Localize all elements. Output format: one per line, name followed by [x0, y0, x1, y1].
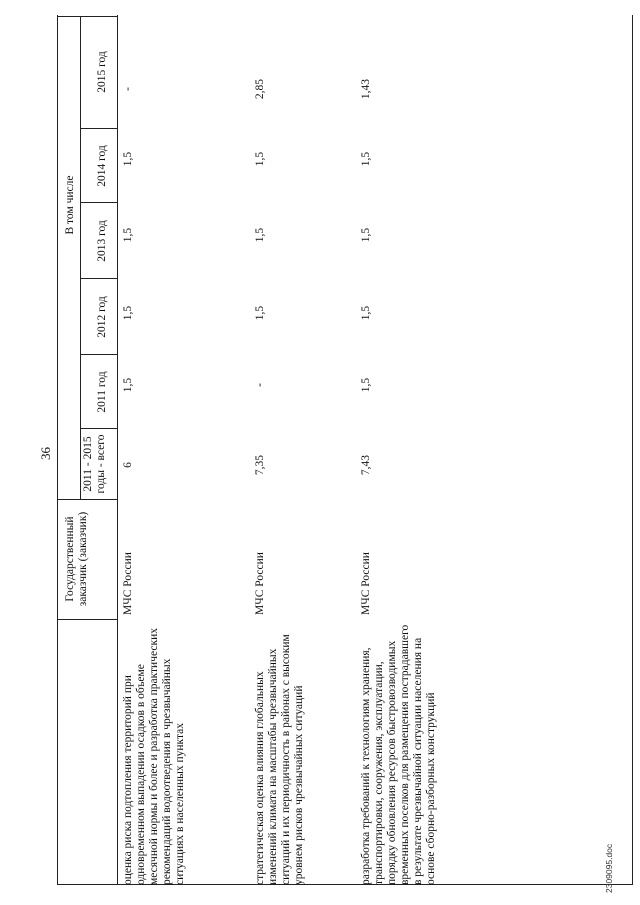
header-group: В том числе: [64, 175, 76, 235]
row-2-description: стратегическая оценка влияния глобальных изменений климата на масштабы чрезвычайных ситуаций и их периодичность в районах с высоким уровнем рисков чрезвычайных ситуаций: [254, 634, 305, 885]
row-1-customer: МЧС России: [122, 552, 134, 615]
row-1-2012: 1,5: [122, 305, 134, 321]
col-border-2012: [80, 354, 118, 355]
row-1-2013: 1,5: [122, 227, 134, 243]
row-2-2011: -: [254, 383, 266, 387]
row-3-total: 7,43: [360, 454, 372, 476]
row-2-customer: МЧС России: [254, 552, 266, 615]
header-2012: 2012 год: [96, 296, 108, 338]
col-border-2013: [80, 278, 118, 279]
row-3-customer: МЧС России: [360, 552, 372, 615]
row-2-total: 7,35: [254, 454, 266, 476]
col-border-2015: [80, 128, 118, 129]
header-2014: 2014 год: [96, 145, 108, 187]
col-border-customer: [57, 619, 118, 620]
header-2013: 2013 год: [96, 220, 108, 262]
header-customer: Государственный заказчик (заказчик): [64, 511, 89, 607]
row-2-2013: 1,5: [254, 227, 266, 243]
header-bottom-border: [117, 15, 118, 885]
header-2015: 2015 год: [96, 51, 108, 93]
header-total: 2011 - 2015 годы - всего: [82, 434, 107, 494]
row-1-description: оценка риска подтопления территорий при одновременном выпадении осадков в объеме месячной нормы и более и разработка практических рекомендаций водоотведения в чрезвычайных ситуациях в населенных пунктах: [122, 628, 186, 885]
table-bottom-border: [632, 15, 633, 885]
table-top-border: [57, 15, 58, 885]
col-border-right: [57, 16, 118, 17]
row-3-2013: 1,5: [360, 227, 372, 243]
row-1-2014: 1,5: [122, 151, 134, 167]
header-2011: 2011 год: [96, 371, 108, 413]
row-3-description: разработка требований к технологиям хранения, транспортировки, сооружения, эксплуатации, порядку обновления ресурсов быстровозводимых временных поселков для размещения пострадавшего в результате чрезвычайной ситуации населения на основе сборно-разборных конструкций: [360, 624, 437, 885]
row-2-2014: 1,5: [254, 151, 266, 167]
row-1-2011: 1,5: [122, 377, 134, 393]
row-2-2015: 2,85: [254, 78, 266, 100]
row-3-2015: 1,43: [360, 78, 372, 100]
col-border-2014: [80, 202, 118, 203]
row-3-2011: 1,5: [360, 377, 372, 393]
page-number: 36: [38, 447, 53, 460]
col-border-total: [57, 499, 118, 500]
col-border-2011: [80, 428, 118, 429]
row-2-2012: 1,5: [254, 305, 266, 321]
row-1-2015: -: [122, 87, 134, 91]
row-1-total: 6: [122, 462, 134, 468]
year-row-divider: [80, 17, 81, 429]
file-name-footer: 2309095.doc: [604, 843, 614, 893]
row-3-2012: 1,5: [360, 305, 372, 321]
row-3-2014: 1,5: [360, 151, 372, 167]
